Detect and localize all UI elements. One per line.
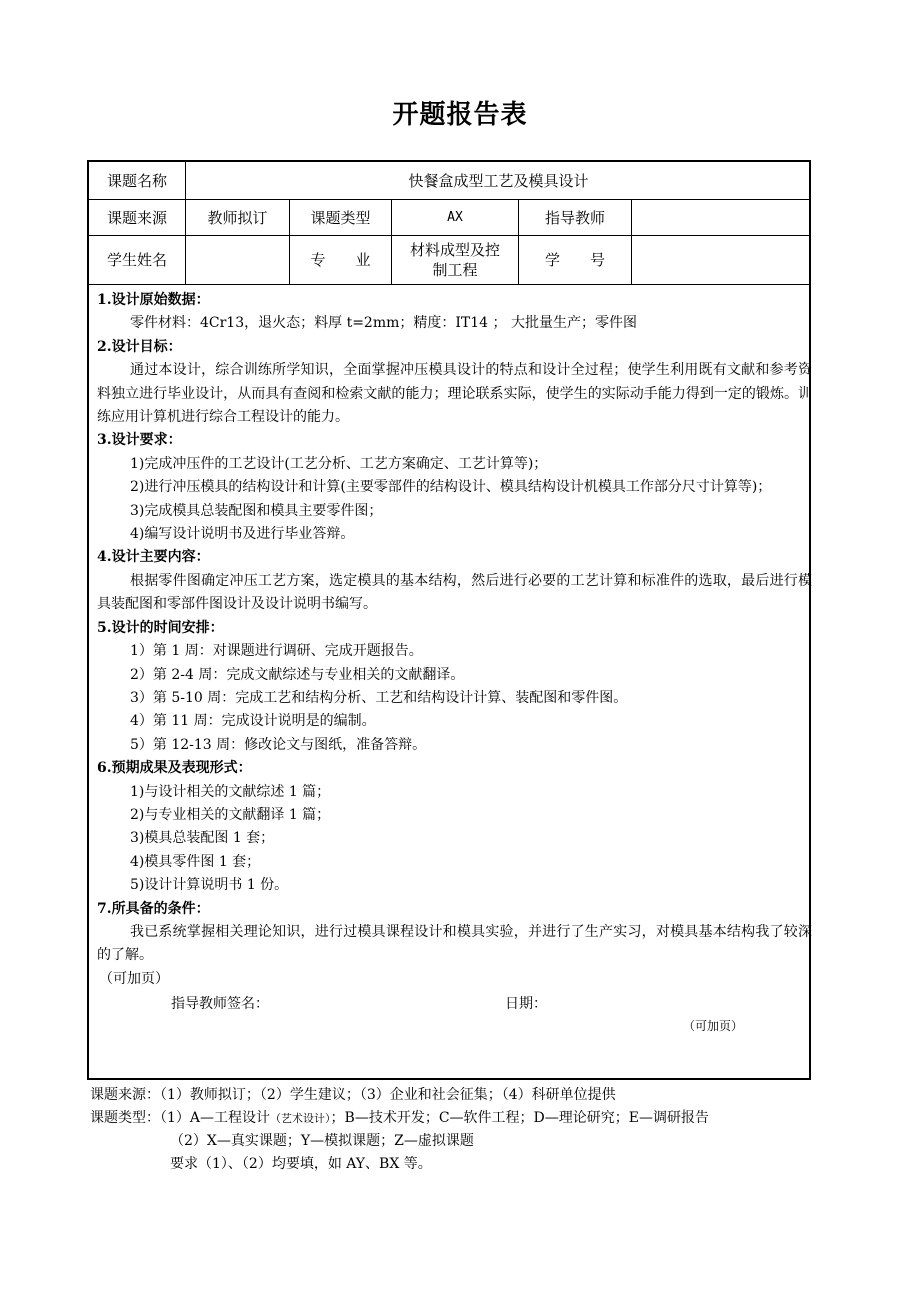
may-add-pages-row <box>97 1019 812 1039</box>
may-add-pages-note: （可加页） <box>99 970 169 987</box>
student-name-value[interactable] <box>186 236 289 284</box>
section-6-title: 6.预期成果及表现形式： <box>97 760 252 777</box>
advisor-signature-label: 指导教师签名： <box>171 996 269 1013</box>
section-7-text: 我已系统掌握相关理论知识，进行过模具课程设计和模具实验，并进行了生产实习，对模具基本结构我了较深的了解。 <box>97 923 812 964</box>
student-id-value[interactable] <box>632 236 811 284</box>
section-3-item: 2)进行冲压模具的结构设计和计算(主要零部件的结构设计、模具结构设计机模具工作部分尺寸计算等)； <box>130 479 772 496</box>
type-note-line3: 要求（1）、（2）均要填，如 AY、BX 等。 <box>170 1156 432 1172</box>
section-7-title: 7.所具备的条件： <box>97 900 210 917</box>
section-6-item: 2)与专业相关的文献翻译 1 篇； <box>130 806 331 823</box>
source-value[interactable]: 教师拟订 <box>207 208 268 227</box>
type-note-suffix: ；B—技术开发；C—软件工程；D—理论研究；E—调研报告 <box>330 1110 709 1126</box>
topic-name-value[interactable]: 快餐盒成型工艺及模具设计 <box>408 171 589 190</box>
type-note-prefix: 课题类型：（1）A—工程设计 <box>90 1110 271 1126</box>
major-value[interactable] <box>392 236 518 284</box>
footnotes <box>90 1084 890 1176</box>
major-label: 专 业 <box>310 251 371 269</box>
may-add-pages-note-small: （可加页） <box>683 1019 744 1034</box>
advisor-value[interactable] <box>632 200 811 235</box>
major-value-line1: 材料成型及控 <box>409 241 500 259</box>
section-6-item: 3)模具总装配图 1 套； <box>130 830 275 847</box>
section-3-item: 3)完成模具总装配图和模具主要零件图； <box>130 502 383 519</box>
section-5-item: 2）第 2-4 周：完成文献综述与专业相关的文献翻译。 <box>130 666 465 683</box>
date-label: 日期： <box>505 996 547 1013</box>
type-note-line2: （2）X—真实课题；Y—模拟课题；Z—虚拟课题 <box>170 1133 474 1149</box>
advisor-label: 指导教师 <box>544 208 605 227</box>
source-label: 课题来源 <box>106 208 167 227</box>
major-value-line2: 制工程 <box>432 261 478 279</box>
section-5-title: 5.设计的时间安排： <box>97 619 224 636</box>
page-title: 开题报告表 <box>392 100 528 130</box>
section-5-item: 3）第 5-10 周：完成工艺和结构分析、工艺和结构设计计算、装配图和零件图。 <box>130 689 628 706</box>
student-id-label: 学 号 <box>544 251 605 269</box>
section-6-item: 5)设计计算说明书 1 份。 <box>130 877 289 894</box>
type-note-small: （艺术设计） <box>270 1112 331 1125</box>
type-label: 课题类型 <box>310 208 371 227</box>
student-name-label: 学生姓名 <box>106 251 167 269</box>
source-note: 课题来源：（1）教师拟订；（2）学生建议；（3）企业和社会征集；（4）科研单位提供 <box>90 1087 616 1103</box>
section-3-title: 3.设计要求： <box>97 432 182 449</box>
report-body <box>97 289 812 1039</box>
section-6-item: 4)模具零件图 1 套； <box>130 853 261 870</box>
section-5-item: 5）第 12-13 周：修改论文与图纸，准备答辩。 <box>130 736 427 753</box>
section-5-item: 1）第 1 周：对课题进行调研、完成开题报告。 <box>130 643 423 660</box>
section-3-item: 1)完成冲压件的工艺设计(工艺分析、工艺方案确定、工艺计算等)； <box>130 455 548 472</box>
topic-name-label: 课题名称 <box>106 171 167 190</box>
type-value[interactable]: AX <box>447 209 463 225</box>
section-1-text: 零件材料：4Cr13，退火态；料厚 t=2mm；精度：IT14 ； 大批量生产；零件图 <box>130 315 637 332</box>
report-form <box>87 160 811 1080</box>
section-3-item: 4)编写设计说明书及进行毕业答辩。 <box>130 526 355 543</box>
section-2-title: 2.设计目标： <box>97 338 182 355</box>
section-5-item: 4）第 11 周：完成设计说明是的编制。 <box>130 713 376 730</box>
section-6-item: 1)与设计相关的文献综述 1 篇； <box>130 783 331 800</box>
section-4-text: 根据零件图确定冲压工艺方案，选定模具的基本结构，然后进行必要的工艺计算和标准件的选取，最后进行模具装配图和零部件图设计及设计说明书编写。 <box>97 572 812 613</box>
type-note <box>90 1107 890 1130</box>
row-divider <box>89 284 809 285</box>
section-4-title: 4.设计主要内容： <box>97 549 210 566</box>
section-2-text: 通过本设计，综合训练所学知识，全面掌握冲压模具设计的特点和设计全过程；使学生利用既有文献和参考资料独立进行毕业设计，从而具有查阅和检索文献的能力；理论联系实际，使学生的实际动手能力得到一定的锻炼。训练应用计算机进行综合工程设计的能力。 <box>97 362 812 426</box>
section-1-title: 1.设计原始数据： <box>97 292 210 308</box>
